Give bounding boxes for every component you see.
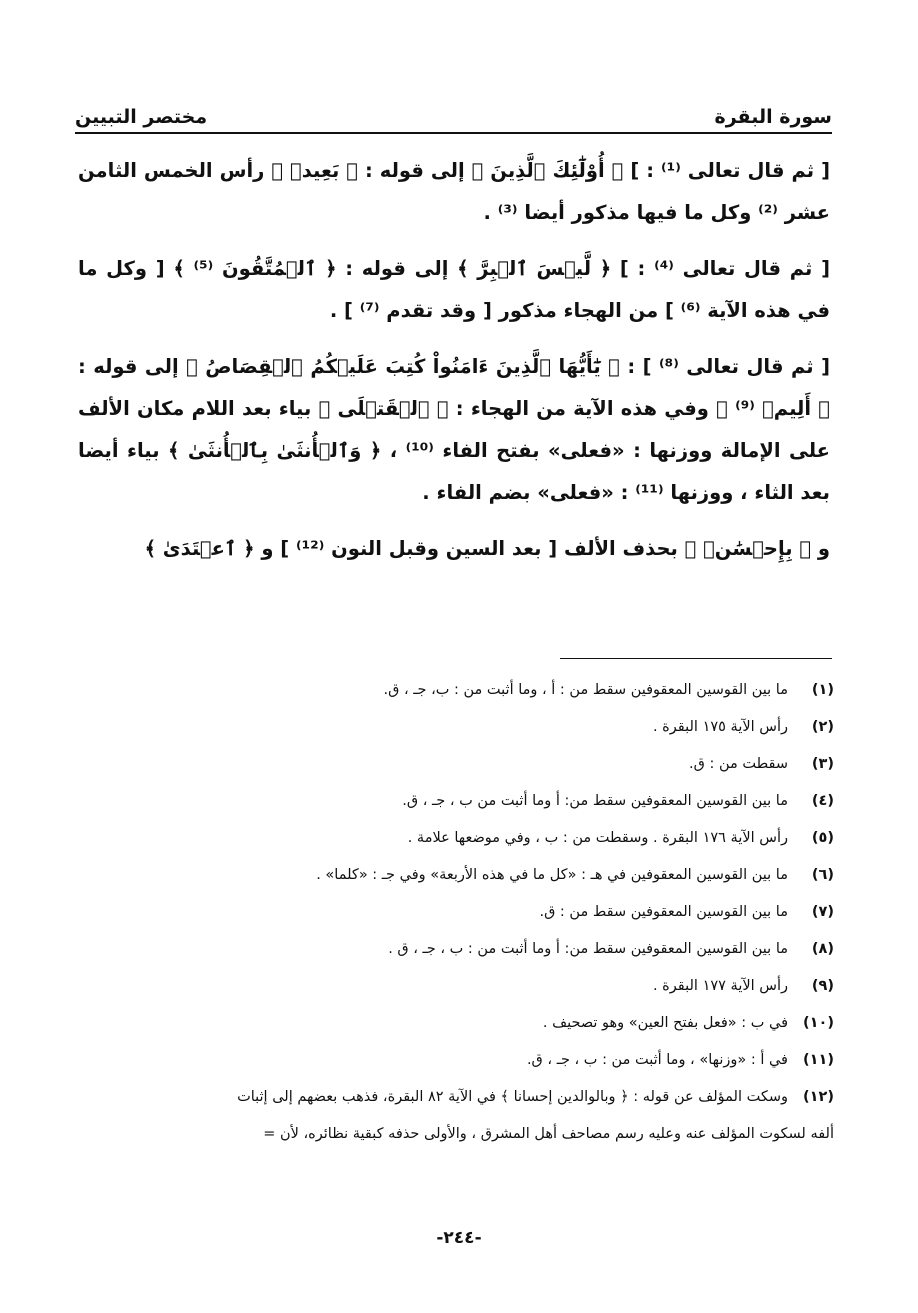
footnote-text: في ب : «فعل بفتح العين» وهو تصحيف . bbox=[542, 1015, 788, 1031]
paragraph: [ ثم قال تعالى ⁽¹⁾ : ] ﴿ أُوْلَٰٓئِكَ ٱلَّذِينَ ﴾ إلى قوله : ﴿ بَعِيدٖ ﴾ رأس الخمس الثامن عشر ⁽²⁾ وكل ما فيها مذكور أيضا ⁽³⁾ . bbox=[78, 159, 830, 224]
page-header bbox=[75, 88, 832, 128]
book-title: مختصر التبيين bbox=[75, 106, 208, 128]
footnotes bbox=[78, 672, 834, 1153]
footnote-number: (٣) bbox=[811, 756, 834, 772]
main-text bbox=[78, 150, 830, 584]
footnote bbox=[78, 894, 834, 931]
footnote-text: ما بين القوسين المعقوفين سقط من : أ ، وما أثبت من : ب، جـ ، ق. bbox=[383, 682, 788, 698]
footnote bbox=[78, 1005, 834, 1042]
footnote bbox=[78, 1079, 834, 1116]
footnote-number: (١) bbox=[811, 682, 834, 698]
footnote-number: (١٠) bbox=[803, 1015, 834, 1031]
footnote bbox=[78, 746, 834, 783]
footnote-text: ما بين القوسين المعقوفين سقط من: أ وما أثبت من : ب ، جـ ، ق . bbox=[388, 941, 788, 957]
surah-title: سورة البقرة bbox=[714, 106, 832, 128]
footnote-number: (٧) bbox=[811, 904, 834, 920]
footnote bbox=[78, 783, 834, 820]
footnote bbox=[78, 672, 834, 709]
footnote-text: رأس الآية ١٧٦ البقرة . وسقطت من : ب ، وفي موضعها علامة . bbox=[407, 830, 788, 846]
footnote-number: (٤) bbox=[811, 793, 834, 809]
paragraph: [ ثم قال تعالى ⁽⁸⁾ ] : ﴿ يَٰٓأَيُّهَا ٱلَّذِينَ ءَامَنُواْ كُتِبَ عَلَيۡكُمُ ٱلۡقِصَاصُ ﴾ إلى قوله : ﴿ أَلِيمٞ ⁽⁹⁾ ﴾ وفي هذه الآية من الهجاء : ﴿ ٱلۡقَتۡلَى ﴾ بياء بعد اللام مكان الألف على الإمالة ووزنها : «فعلى» بفتح الفاء ⁽¹⁰⁾ ، ﴿ وَٱلۡأُنثَىٰ بِٱلۡأُنثَىٰ ﴾ بياء أيضا بعد الثاء ، ووزنها ⁽¹¹⁾ : «فعلى» بضم الفاء . bbox=[78, 355, 830, 504]
footnote bbox=[78, 820, 834, 857]
footnote-text: وسكت المؤلف عن قوله : ﴿ وبالوالدين إحسانا ﴾ في الآية ٨٢ البقرة، فذهب بعضهم إلى إثبات bbox=[237, 1089, 788, 1105]
header-divider bbox=[75, 132, 832, 134]
footnote-number: (٥) bbox=[811, 830, 834, 846]
paragraph: [ ثم قال تعالى ⁽⁴⁾ : ] ﴿ لَّيۡسَ ٱلۡبِرَّ ﴾ إلى قوله : ﴿ ٱلۡمُتَّقُونَ ⁽⁵⁾ ﴾ [ وكل ما في هذه الآية ⁽⁶⁾ ] من الهجاء مذكور [ وقد تقدم ⁽⁷⁾ ] . bbox=[78, 257, 830, 322]
footnote-text: ما بين القوسين المعقوفين سقط من: أ وما أثبت من ب ، جـ ، ق. bbox=[402, 793, 788, 809]
footnote-divider bbox=[560, 658, 832, 659]
footnote-text: سقطت من : ق. bbox=[689, 756, 788, 772]
footnote-number: (٩) bbox=[811, 978, 834, 994]
footnote-number: (٦) bbox=[811, 867, 834, 883]
paragraph: و ﴿ بِإِحۡسَٰنٖ ﴾ بحذف الألف [ بعد السين وقبل النون ⁽¹²⁾ ] و ﴿ ٱعۡتَدَىٰ ﴾ bbox=[144, 537, 830, 560]
footnote bbox=[78, 968, 834, 1005]
footnote-number: (٨) bbox=[811, 941, 834, 957]
footnote-text: ما بين القوسين المعقوفين في هـ : «كل ما في هذه الأربعة» وفي جـ : «كلما» . bbox=[316, 867, 788, 883]
footnote bbox=[78, 931, 834, 968]
footnote-text: في أ : «وزنها» ، وما أثبت من : ب ، جـ ، ق. bbox=[526, 1052, 788, 1068]
footnote bbox=[78, 857, 834, 894]
page-number: -٢٤٤- bbox=[436, 1228, 482, 1248]
footnote bbox=[78, 709, 834, 746]
footnote-number: (١١) bbox=[803, 1052, 834, 1068]
footnote-text: ما بين القوسين المعقوفين سقط من : ق. bbox=[539, 904, 788, 920]
footnote-text: رأس الآية ١٧٥ البقرة . bbox=[652, 719, 788, 735]
footnote bbox=[78, 1042, 834, 1079]
footnote-continuation: ألفه لسكوت المؤلف عنه وعليه رسم مصاحف أهل المشرق ، والأولى حذفه كبقية نظائره، لأن = bbox=[263, 1126, 834, 1142]
footnote-number: (١٢) bbox=[803, 1089, 834, 1105]
footnote-number: (٢) bbox=[811, 719, 834, 735]
footnote-text: رأس الآية ١٧٧ البقرة . bbox=[652, 978, 788, 994]
